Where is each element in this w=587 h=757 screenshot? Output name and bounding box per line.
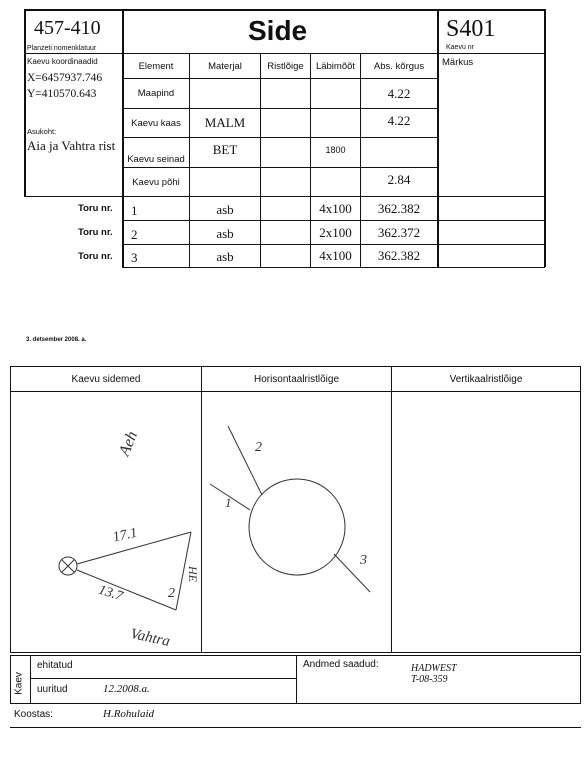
col-header-markus: Märkus (442, 57, 474, 68)
pipe-mark-2: 2 (255, 440, 262, 455)
uuritud-value: 12.2008.a. (103, 683, 150, 695)
koostas-label: Koostas: (14, 709, 53, 720)
handwritten-he: HE (186, 566, 200, 582)
well-id: S401 (446, 16, 496, 42)
andmed-label: Andmed saadud: (303, 659, 379, 670)
horizontal-section-sketch (202, 392, 391, 652)
row-labimoot: 1800 (325, 145, 346, 155)
col-header-materjal: Materjal (208, 60, 242, 72)
coord-x: X=6457937.746 (27, 72, 103, 84)
handwritten-side: 2 (168, 586, 175, 601)
handwritten-dist-2: 13.7 (96, 582, 125, 605)
row-abs: 4.22 (387, 113, 411, 128)
well-circle (249, 479, 345, 575)
pipe-abs: 362.382 (377, 200, 421, 216)
location-label: Asukoht: (27, 127, 57, 136)
andmed-value-1: HADWEST (411, 663, 457, 674)
date-note: 3. detsember 2008. a. (26, 337, 87, 343)
ehitatud-label: ehitatud (37, 660, 73, 671)
pipe-materjal: asb (216, 249, 234, 264)
pipe-mark-1: 1 (225, 495, 232, 510)
row-materjal: MALM (204, 115, 246, 130)
connections-sketch (11, 392, 201, 652)
pipe-labimoot: 4x100 (319, 248, 352, 263)
coords-label: Kaevu koordinaadid (27, 57, 98, 66)
sketch-header-sidemed: Kaevu sidemed (71, 373, 141, 385)
pipe-abs: 362.382 (377, 248, 421, 263)
pipe-label: Toru nr. (78, 251, 113, 262)
pipe-label: Toru nr. (78, 227, 113, 238)
pipe-abs: 362.372 (377, 224, 421, 240)
pipe-materjal: asb (216, 225, 234, 241)
handwritten-vahtra: Vahtra (128, 626, 172, 650)
pipe-nr: 1 (131, 203, 138, 218)
row-element: Kaevu seinad (127, 154, 185, 165)
kaev-label: Kaev (13, 672, 25, 695)
row-element: Kaevu kaas (131, 117, 181, 129)
coord-y: Y=410570.643 (27, 88, 97, 100)
pipe-nr: 3 (131, 250, 138, 265)
koostas-value: H.Rohulaid (103, 708, 155, 720)
col-header-element: Element (138, 60, 174, 72)
col-header-ristloige: Ristlõige (267, 60, 304, 72)
sketch-header-horisontaal: Horisontaalristlõige (253, 373, 340, 385)
pipe-mark-3: 3 (360, 553, 367, 568)
row-element: Maapind (137, 88, 175, 99)
pipe-materjal: asb (216, 201, 234, 217)
row-materjal: BET (212, 142, 238, 157)
col-header-abs: Abs. kõrgus (373, 60, 425, 72)
row-abs: 2.84 (387, 172, 411, 187)
andmed-value-2: T-08-359 (411, 674, 448, 685)
nomenclature-code: 457-410 (34, 17, 101, 39)
location-value: Aia ja Vahtra rist (27, 138, 116, 153)
pipe-label: Toru nr. (78, 203, 113, 214)
handwritten-dist-1: 17.1 (111, 525, 139, 546)
col-header-labimoot: Läbimõõt (315, 60, 356, 72)
pipe-labimoot: 2x100 (319, 224, 352, 240)
pipe-labimoot: 4x100 (319, 200, 352, 216)
nomenclature-caption: Planzeti nomenklatuur (27, 45, 97, 52)
sketch-header-vertikaal: Vertikaalristlõige (449, 373, 523, 385)
well-caption: Kaevu nr (446, 44, 475, 51)
pipe-nr: 2 (131, 227, 138, 242)
document-title: Side (248, 15, 308, 46)
row-abs: 4.22 (387, 85, 411, 101)
row-element: Kaevu põhi (132, 176, 180, 188)
uuritud-label: uuritud (37, 684, 68, 695)
handwritten-aeh: Aeh (116, 428, 142, 459)
